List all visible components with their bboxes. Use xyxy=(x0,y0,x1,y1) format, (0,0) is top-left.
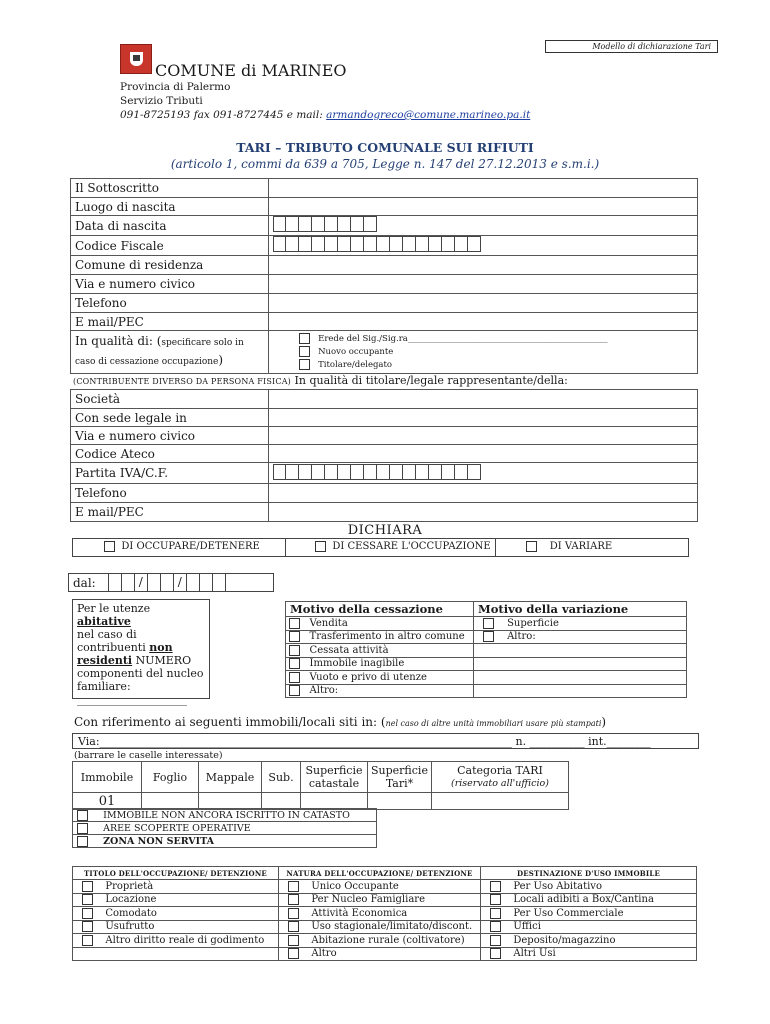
sup-cat-header: Superficie catastale xyxy=(301,762,368,793)
date-cell[interactable] xyxy=(225,573,238,592)
sottoscritto-label: Il Sottoscritto xyxy=(71,179,269,198)
utenze-text: contribuenti xyxy=(77,641,150,654)
titolo-checkbox[interactable] xyxy=(82,881,93,892)
date-digit-cell[interactable] xyxy=(299,216,312,232)
immobile-number: 01 xyxy=(73,793,142,810)
motivi-table xyxy=(285,601,687,698)
variazione-checkbox[interactable] xyxy=(483,631,494,642)
qualita-options xyxy=(269,331,698,374)
cf-char-cell[interactable] xyxy=(338,236,351,252)
utenze-bold: non xyxy=(149,641,173,654)
date-digit-cell[interactable] xyxy=(312,216,325,232)
categoria-field xyxy=(431,793,568,810)
societa-field[interactable] xyxy=(269,390,698,409)
qualita-close: ) xyxy=(218,353,224,367)
via-field[interactable] xyxy=(269,275,698,294)
natura-header: NATURA DELL'OCCUPAZIONE/ DETENZIONE xyxy=(279,867,481,880)
cessazione-label: Vendita xyxy=(309,617,348,629)
cf-char-cell[interactable] xyxy=(299,236,312,252)
company-via-field[interactable] xyxy=(269,427,698,445)
zona-label: ZONA NON SERVITA xyxy=(103,835,215,847)
destinazione-option[interactable] xyxy=(481,893,697,907)
natura-label: Unico Occupante xyxy=(311,880,399,892)
dal-date-field[interactable] xyxy=(68,573,274,592)
destinazione-option[interactable] xyxy=(481,920,697,934)
variazione-option[interactable] xyxy=(474,630,687,644)
via-input[interactable]: Via:___________________________________________________________________________ n. __________ int.________ xyxy=(72,733,699,749)
cf-char-cell[interactable] xyxy=(429,236,442,252)
titolo-label: Altro diritto reale di godimento xyxy=(105,934,265,946)
variazione-empty xyxy=(474,657,687,671)
piva-char-cell[interactable] xyxy=(325,464,338,480)
destinazione-checkbox[interactable] xyxy=(490,921,501,932)
cf-char-cell[interactable] xyxy=(390,236,403,252)
luogo-field[interactable] xyxy=(269,198,698,216)
componenti-field[interactable]: ____________________ xyxy=(77,693,187,706)
cessazione-header: Motivo della cessazione xyxy=(286,602,474,617)
titolo-option[interactable] xyxy=(73,920,279,934)
natura-option[interactable] xyxy=(279,893,481,907)
erede-checkbox[interactable] xyxy=(299,333,310,344)
titolare-checkbox[interactable] xyxy=(299,359,310,370)
cessazione-option[interactable] xyxy=(286,684,474,698)
luogo-label: Luogo di nascita xyxy=(71,198,269,216)
piva-char-cell[interactable] xyxy=(338,464,351,480)
qualita-note: specificare solo in xyxy=(161,338,244,348)
destinazione-option[interactable] xyxy=(481,907,697,921)
piva-char-cell[interactable] xyxy=(351,464,364,480)
riferimento-close: ) xyxy=(601,715,607,729)
cf-field[interactable] xyxy=(269,236,698,256)
email-field[interactable] xyxy=(269,313,698,331)
cf-char-cell[interactable] xyxy=(286,236,299,252)
natura-label: Per Nucleo Famigliare xyxy=(311,894,425,906)
categoria-title: Categoria TARI xyxy=(457,764,543,777)
destinazione-label: Altri Usi xyxy=(513,948,556,960)
utenze-text: nel caso di xyxy=(77,628,137,641)
utenze-bold: abitative xyxy=(77,615,131,628)
erede-label: Erede del Sig./Sig.ra_______________________________________________ xyxy=(318,333,608,344)
variazione-checkbox[interactable] xyxy=(483,618,494,629)
natura-label: Altro xyxy=(311,948,337,960)
cessazione-label: Immobile inagibile xyxy=(309,658,405,670)
piva-char-cell[interactable] xyxy=(286,464,299,480)
natura-checkbox[interactable] xyxy=(288,948,299,959)
data-field[interactable] xyxy=(269,216,698,236)
contrib-text: In qualità di titolare/legale rappresentante/della: xyxy=(291,374,568,387)
destinazione-label: Deposito/magazzino xyxy=(513,934,616,946)
piva-char-cell[interactable] xyxy=(299,464,312,480)
catasto-options xyxy=(72,808,377,848)
catasto-checkbox[interactable] xyxy=(77,810,88,821)
dichiara-heading: DICHIARA xyxy=(347,523,423,538)
categoria-note: (riservato all'ufficio) xyxy=(451,778,549,789)
natura-option[interactable] xyxy=(279,880,481,894)
date-cell[interactable] xyxy=(147,573,160,592)
cessazione-checkbox[interactable] xyxy=(289,631,300,642)
company-email-field[interactable] xyxy=(269,503,698,522)
date-cells[interactable] xyxy=(273,216,377,232)
sub-field[interactable] xyxy=(262,793,301,810)
utenze-bold: residenti xyxy=(77,654,133,667)
email-link[interactable]: armandogreco@comune.marineo.pa.it xyxy=(326,109,531,121)
destinazione-checkbox[interactable] xyxy=(490,948,501,959)
piva-char-cell[interactable] xyxy=(273,464,286,480)
piva-cells[interactable] xyxy=(273,464,481,480)
qualita-label xyxy=(71,331,269,374)
company-info-table xyxy=(70,389,698,522)
dal-label: dal: xyxy=(73,575,96,590)
sottoscritto-field[interactable] xyxy=(269,179,698,198)
titolo-option[interactable] xyxy=(73,934,279,948)
cf-char-cell[interactable] xyxy=(416,236,429,252)
variazione-empty xyxy=(474,684,687,698)
natura-checkbox[interactable] xyxy=(288,921,299,932)
societa-label: Società xyxy=(71,390,269,409)
utenze-box xyxy=(72,599,210,706)
date-cell[interactable] xyxy=(199,573,212,592)
cf-char-cell[interactable] xyxy=(455,236,468,252)
cf-char-cell[interactable] xyxy=(377,236,390,252)
personal-info-table xyxy=(70,178,698,374)
immobile-header: Immobile xyxy=(73,762,142,793)
cessazione-checkbox[interactable] xyxy=(289,645,300,656)
variazione-label: Altro: xyxy=(507,631,536,643)
aree-option[interactable] xyxy=(73,822,377,835)
cf-cells[interactable] xyxy=(273,236,481,252)
nuovo-label: Nuovo occupante xyxy=(318,346,394,357)
cessare-option[interactable] xyxy=(315,541,491,552)
date-cell[interactable] xyxy=(108,573,121,592)
piva-label: Partita IVA/C.F. xyxy=(71,463,269,484)
cessazione-checkbox[interactable] xyxy=(289,658,300,669)
sede-field[interactable] xyxy=(269,409,698,427)
piva-field[interactable] xyxy=(269,463,698,484)
date-sep: / xyxy=(134,573,147,592)
variare-checkbox[interactable] xyxy=(526,541,537,552)
catasto-option[interactable] xyxy=(73,809,377,822)
qualita-text: In qualità di: ( xyxy=(75,334,162,348)
cessazione-label: Cessata attività xyxy=(309,644,389,656)
natura-checkbox[interactable] xyxy=(288,935,299,946)
date-digit-cell[interactable] xyxy=(273,216,286,232)
piva-char-cell[interactable] xyxy=(377,464,390,480)
categoria-header xyxy=(431,762,568,793)
natura-option[interactable] xyxy=(279,947,481,961)
date-sep: / xyxy=(173,573,186,592)
servizio-text: Servizio Tributi xyxy=(120,95,203,107)
utenze-text: componenti del nucleo xyxy=(77,667,204,680)
natura-label: Uso stagionale/limitato/discont. xyxy=(311,921,473,933)
destinazione-checkbox[interactable] xyxy=(490,894,501,905)
cessazione-label: Vuoto e privo di utenze xyxy=(309,671,427,683)
variare-label: DI VARIARE xyxy=(549,541,613,552)
cessazione-option[interactable] xyxy=(286,644,474,658)
natura-option[interactable] xyxy=(279,907,481,921)
utenze-text: familiare: xyxy=(77,680,131,693)
natura-option[interactable] xyxy=(279,934,481,948)
natura-label: Attività Economica xyxy=(311,907,408,919)
variazione-label: Superficie xyxy=(507,617,559,629)
cf-char-cell[interactable] xyxy=(273,236,286,252)
company-telefono-label: Telefono xyxy=(71,484,269,503)
riferimento-note: nel caso di altre unità immobiliari usare più stampati xyxy=(385,719,602,728)
data-label: Data di nascita xyxy=(71,216,269,236)
date-cell[interactable] xyxy=(121,573,134,592)
destinazione-option[interactable] xyxy=(481,880,697,894)
natura-checkbox[interactable] xyxy=(288,908,299,919)
qualita-note-2: caso di cessazione occupazione xyxy=(75,357,219,367)
barrare-note: (barrare le caselle interessate) xyxy=(74,750,223,761)
form-subtitle: (articolo 1, commi da 639 a 705, Legge n. 147 del 27.12.2013 e s.m.i.) xyxy=(170,157,600,171)
titolo-checkbox[interactable] xyxy=(82,894,93,905)
occupare-label: DI OCCUPARE/DETENERE xyxy=(121,541,260,552)
form-title: TARI – TRIBUTO COMUNALE SUI RIFIUTI xyxy=(236,140,534,155)
sede-label: Con sede legale in xyxy=(71,409,269,427)
date-cell[interactable] xyxy=(186,573,199,592)
ateco-field[interactable] xyxy=(269,445,698,463)
variare-option[interactable] xyxy=(526,541,612,552)
via-label: Via e numero civico xyxy=(71,275,269,294)
contrib-caption: (CONTRIBUENTE DIVERSO DA PERSONA FISICA) xyxy=(73,377,292,386)
telefono-field[interactable] xyxy=(269,294,698,313)
aree-label: AREE SCOPERTE OPERATIVE xyxy=(103,822,251,834)
aree-checkbox[interactable] xyxy=(77,823,88,834)
riferimento-line xyxy=(74,715,606,729)
destinazione-label: Per Uso Commerciale xyxy=(513,907,624,919)
cf-char-cell[interactable] xyxy=(325,236,338,252)
telefono-label: Telefono xyxy=(71,294,269,313)
titolo-header: TITOLO DELL'OCCUPAZIONE/ DETENZIONE xyxy=(73,867,279,880)
piva-char-cell[interactable] xyxy=(364,464,377,480)
date-digit-cell[interactable] xyxy=(364,216,377,232)
date-digit-cell[interactable] xyxy=(338,216,351,232)
variazione-option[interactable] xyxy=(474,617,687,631)
titolo-empty xyxy=(73,947,279,961)
foglio-header: Foglio xyxy=(142,762,199,793)
sup-tari-header: Superficie Tari* xyxy=(368,762,432,793)
destinazione-checkbox[interactable] xyxy=(490,908,501,919)
model-label: Modello di dichiarazione Tari xyxy=(545,40,718,53)
date-digit-cell[interactable] xyxy=(351,216,364,232)
variazione-empty xyxy=(474,671,687,685)
piva-char-cell[interactable] xyxy=(390,464,403,480)
cf-char-cell[interactable] xyxy=(312,236,325,252)
contacts-line xyxy=(120,109,530,122)
company-via-label: Via e numero civico xyxy=(71,427,269,445)
titolare-label: Titolare/delegato xyxy=(318,359,393,370)
comune-field[interactable] xyxy=(269,256,698,275)
provincia-text: Provincia di Palermo xyxy=(120,81,231,93)
cessazione-option[interactable] xyxy=(286,630,474,644)
municipality-crest-icon xyxy=(120,44,152,74)
date-digit-cell[interactable] xyxy=(286,216,299,232)
piva-char-cell[interactable] xyxy=(312,464,325,480)
comune-label: Comune di residenza xyxy=(71,256,269,275)
cessare-label: DI CESSARE L'OCCUPAZIONE xyxy=(332,541,491,552)
cf-char-cell[interactable] xyxy=(403,236,416,252)
titolo-label: Proprietà xyxy=(105,880,154,892)
natura-checkbox[interactable] xyxy=(288,894,299,905)
sub-header: Sub. xyxy=(262,762,301,793)
cessazione-checkbox[interactable] xyxy=(289,618,300,629)
sup-tari-field[interactable] xyxy=(368,793,432,810)
destinazione-option[interactable] xyxy=(481,934,697,948)
titolo-option[interactable] xyxy=(73,907,279,921)
natura-label: Abitazione rurale (coltivatore) xyxy=(311,934,465,946)
company-email-label: E mail/PEC xyxy=(71,503,269,522)
titolo-option[interactable] xyxy=(73,893,279,907)
company-telefono-field[interactable] xyxy=(269,484,698,503)
titolo-label: Comodato xyxy=(105,907,157,919)
email-label: E mail/PEC xyxy=(71,313,269,331)
variazione-header: Motivo della variazione xyxy=(474,602,687,617)
destinazione-checkbox[interactable] xyxy=(490,935,501,946)
cessazione-label: Trasferimento in altro comune xyxy=(309,631,465,643)
variazione-empty xyxy=(474,644,687,658)
contacts-text: 091-8725193 fax 091-8727445 e mail: xyxy=(120,109,327,121)
date-cell[interactable] xyxy=(212,573,225,592)
titolo-label: Locazione xyxy=(105,894,157,906)
piva-char-cell[interactable] xyxy=(416,464,429,480)
destinazione-label: Locali adibiti a Box/Cantina xyxy=(513,894,654,906)
date-cell[interactable] xyxy=(160,573,173,592)
occupazione-table xyxy=(72,866,697,961)
date-digit-cell[interactable] xyxy=(325,216,338,232)
sup-cat-field[interactable] xyxy=(301,793,368,810)
catasto-label: IMMOBILE NON ANCORA ISCRITTO IN CATASTO xyxy=(103,809,350,821)
piva-char-cell[interactable] xyxy=(455,464,468,480)
occupare-checkbox[interactable] xyxy=(104,541,115,552)
cessazione-checkbox[interactable] xyxy=(289,685,300,696)
cessazione-checkbox[interactable] xyxy=(289,672,300,683)
natura-option[interactable] xyxy=(279,920,481,934)
mappale-field[interactable] xyxy=(199,793,262,810)
titolo-option[interactable] xyxy=(73,880,279,894)
titolo-checkbox[interactable] xyxy=(82,908,93,919)
destinazione-checkbox[interactable] xyxy=(490,881,501,892)
contrib-line xyxy=(73,374,568,387)
destinazione-label: Per Uso Abitativo xyxy=(513,880,602,892)
destinazione-option[interactable] xyxy=(481,947,697,961)
titolo-label: Usufrutto xyxy=(105,921,155,933)
mappale-header: Mappale xyxy=(199,762,262,793)
titolo-checkbox[interactable] xyxy=(82,921,93,932)
cessazione-label: Altro: xyxy=(309,685,339,697)
cessazione-option[interactable] xyxy=(286,617,474,631)
nuovo-checkbox[interactable] xyxy=(299,346,310,357)
zona-option[interactable] xyxy=(73,835,377,848)
destinazione-header: DESTINAZIONE D'USO IMMOBILE xyxy=(481,867,697,880)
ateco-label: Codice Ateco xyxy=(71,445,269,463)
natura-checkbox[interactable] xyxy=(288,881,299,892)
utenze-text: Per le utenze xyxy=(77,602,151,615)
zona-checkbox[interactable] xyxy=(77,836,88,847)
piva-char-cell[interactable] xyxy=(429,464,442,480)
piva-char-cell[interactable] xyxy=(403,464,416,480)
utenze-text: NUMERO xyxy=(132,654,192,667)
municipality-title: COMUNE di MARINEO xyxy=(155,61,347,80)
cessazione-option[interactable] xyxy=(286,671,474,685)
cessazione-option[interactable] xyxy=(286,657,474,671)
cf-char-cell[interactable] xyxy=(351,236,364,252)
cessare-checkbox[interactable] xyxy=(315,541,326,552)
cf-char-cell[interactable] xyxy=(442,236,455,252)
piva-char-cell[interactable] xyxy=(468,464,481,480)
riferimento-text: Con riferimento ai seguenti immobili/locali siti in: ( xyxy=(74,715,386,729)
piva-char-cell[interactable] xyxy=(442,464,455,480)
occupare-option[interactable] xyxy=(104,541,260,552)
immobili-table xyxy=(72,761,569,810)
cf-label: Codice Fiscale xyxy=(71,236,269,256)
cf-char-cell[interactable] xyxy=(468,236,481,252)
cf-char-cell[interactable] xyxy=(364,236,377,252)
destinazione-label: Uffici xyxy=(513,921,541,933)
foglio-field[interactable] xyxy=(142,793,199,810)
titolo-checkbox[interactable] xyxy=(82,935,93,946)
